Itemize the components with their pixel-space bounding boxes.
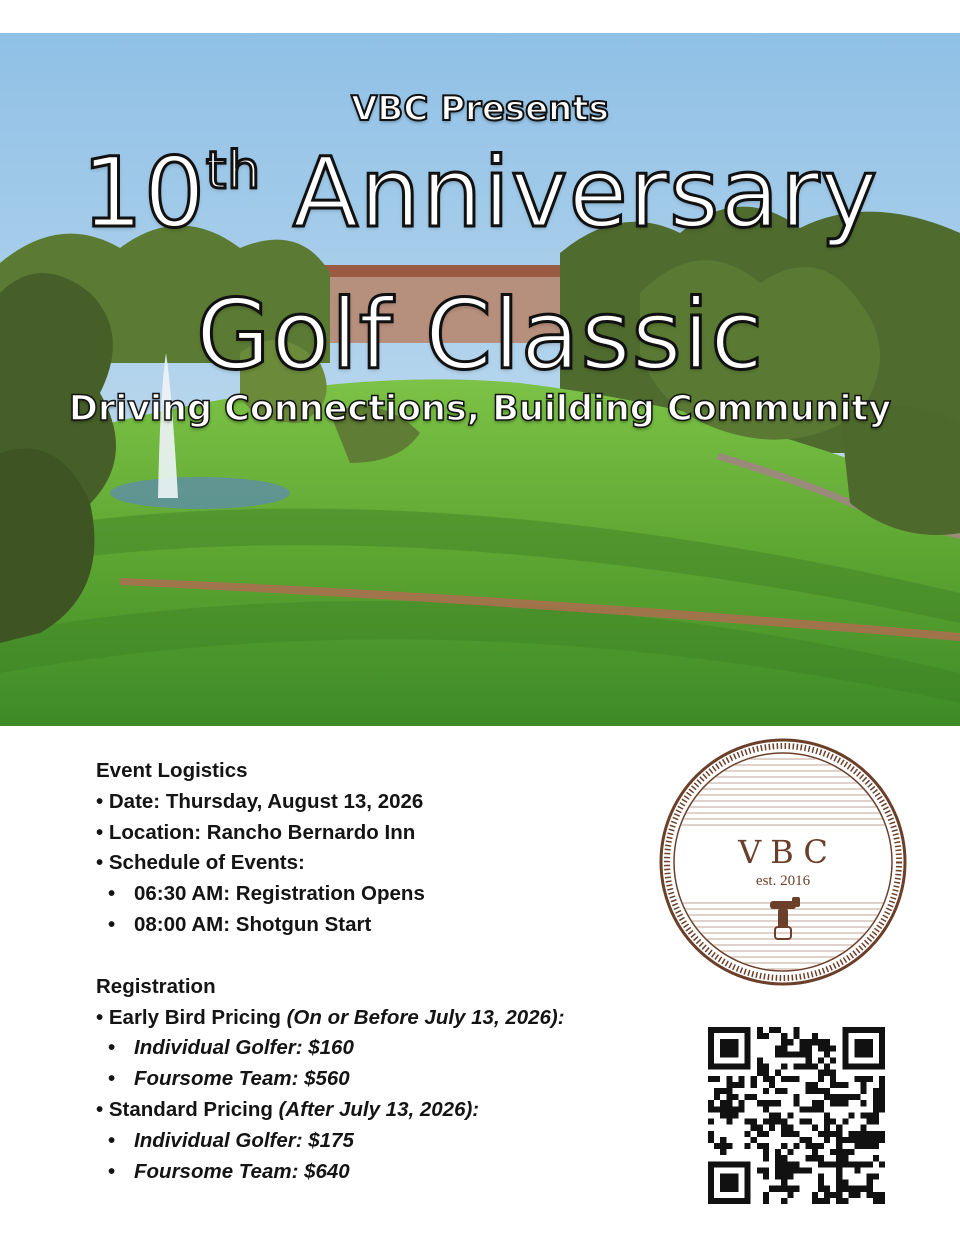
price-item	[96, 1157, 656, 1188]
schedule-label: • Schedule of Events:	[96, 851, 305, 875]
event-location: • Location: Rancho Bernardo Inn	[96, 820, 416, 844]
qr-code-icon	[708, 1027, 885, 1204]
schedule-item: • 06:30 AM: Registration Opens	[96, 879, 656, 910]
price-text: Individual Golfer: $160	[134, 1036, 354, 1060]
schedule-item: • 08:00 AM: Shotgun Start	[96, 910, 656, 941]
vbc-barrel-logo	[658, 737, 908, 987]
event-name: Golf Classic	[195, 279, 765, 391]
hero-banner	[0, 33, 960, 726]
anniversary-word: Anniversary	[292, 137, 879, 249]
price-text: Foursome Team: $640	[134, 1159, 350, 1183]
anniversary-number: 10	[81, 137, 206, 249]
logo-established: est. 2016	[755, 873, 811, 889]
registration-heading: Registration	[96, 974, 216, 998]
price-item	[96, 1126, 656, 1157]
early-bird-note: (On or Before July 13, 2026):	[286, 1005, 565, 1029]
logo-letters: VBC	[738, 833, 837, 871]
price-item	[96, 1064, 656, 1095]
standard-label: • Standard Pricing	[96, 1097, 279, 1121]
tagline: Driving Connections, Building Community	[68, 389, 892, 429]
price-text: Individual Golfer: $175	[134, 1128, 354, 1152]
event-details	[96, 756, 656, 1187]
standard-line	[96, 1095, 656, 1126]
anniversary-title	[0, 137, 960, 249]
early-bird-line	[96, 1003, 656, 1034]
early-bird-label: • Early Bird Pricing	[96, 1005, 287, 1029]
event-date: • Date: Thursday, August 13, 2026	[96, 789, 424, 813]
spacer	[96, 941, 656, 972]
ordinal-suffix: th	[205, 141, 262, 201]
presents-line: VBC Presents	[351, 89, 609, 129]
price-text: Foursome Team: $560	[134, 1067, 350, 1091]
price-item	[96, 1033, 656, 1064]
registration-qr-code[interactable]	[708, 1027, 885, 1204]
logistics-heading: Event Logistics	[96, 759, 248, 782]
standard-note: (After July 13, 2026):	[278, 1097, 480, 1121]
